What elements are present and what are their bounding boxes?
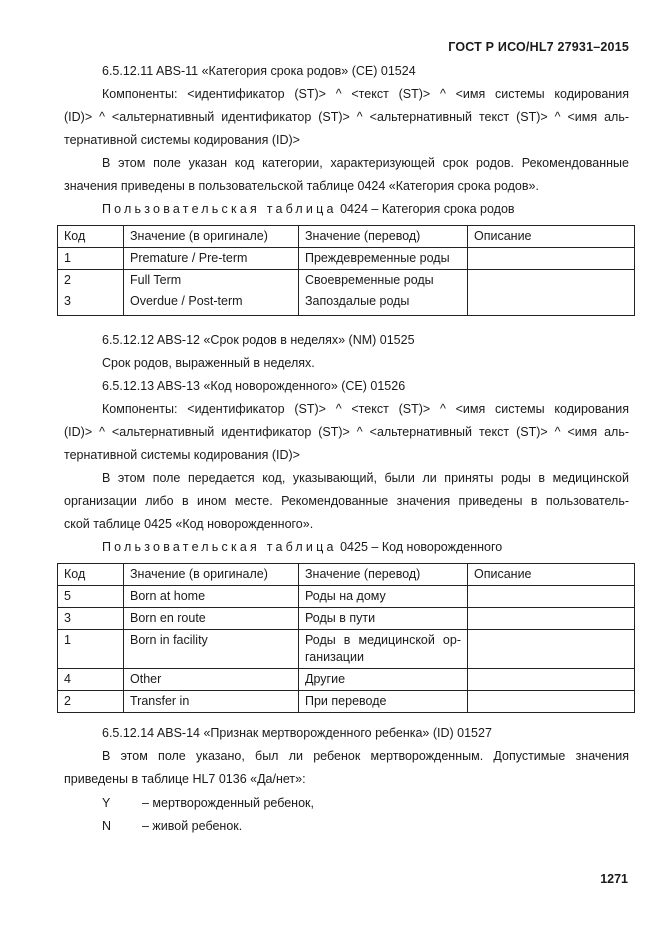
table-caption-label: Пользовательская таблица	[102, 202, 337, 216]
table-caption	[102, 202, 515, 216]
table-cell	[468, 669, 635, 691]
components-line	[102, 87, 629, 101]
table-caption-title: 0424 – Категория срока родов	[340, 202, 515, 216]
paragraph-text: В этом поле передается код, указывающий, были ли приняты роды в медицинской	[102, 471, 629, 485]
table-row	[58, 608, 635, 630]
components-text: (ID)> ^ <альтернативный идентификатор (ST)> ^ <альтернативный текст (ST)> ^ <имя аль-	[64, 110, 629, 124]
paragraph-line: ской таблице 0425 «Код новорожденного».	[64, 517, 314, 531]
table-0424	[57, 225, 635, 316]
table-caption-title: 0425 – Код новорожденного	[340, 540, 503, 554]
table-cell	[299, 630, 468, 669]
column-header: Код	[58, 564, 124, 586]
column-header: Код	[58, 226, 124, 248]
value-description: – мертворожденный ребенок,	[142, 796, 314, 810]
table-cell: 3	[58, 291, 124, 316]
table-cell	[468, 630, 635, 669]
paragraph-text: организации либо в ином месте. Рекомендованные значения приведены в пользователь-	[64, 494, 629, 508]
table-caption	[102, 540, 502, 554]
value-code: N	[102, 819, 112, 833]
table-cell: Другие	[299, 669, 468, 691]
value-description: – живой ребенок.	[142, 819, 243, 833]
table-cell: Запоздалые роды	[299, 291, 468, 316]
components-line	[64, 425, 629, 439]
table-cell: Transfer in	[124, 691, 299, 713]
table-cell	[468, 270, 635, 292]
column-header: Значение (перевод)	[299, 226, 468, 248]
paragraph-line: значения приведены в пользовательской таблице 0424 «Категория срока родов».	[64, 179, 539, 193]
column-header: Значение (в оригинале)	[124, 226, 299, 248]
table-cell: 2	[58, 691, 124, 713]
table-cell: Роды в пути	[299, 608, 468, 630]
table-row	[58, 248, 635, 270]
paragraph-text: В этом поле указан код категории, характеризующей срок родов. Рекомендованные	[102, 156, 629, 170]
table-cell-line: ганизации	[305, 650, 364, 664]
value-code: Y	[102, 796, 111, 810]
table-header-row	[58, 226, 635, 248]
section-heading: 6.5.12.13 ABS-13 «Код новорожденного» (CE) 01526	[102, 379, 406, 393]
components-line	[102, 402, 629, 416]
column-header: Описание	[468, 226, 635, 248]
components-line	[64, 110, 629, 124]
table-cell: Full Term	[124, 270, 299, 292]
table-cell	[468, 691, 635, 713]
table-row	[58, 291, 635, 316]
table-cell: При переводе	[299, 691, 468, 713]
components-text: (ID)> ^ <альтернативный идентификатор (ST)> ^ <альтернативный текст (ST)> ^ <имя аль-	[64, 425, 629, 439]
table-row	[58, 691, 635, 713]
table-header-row	[58, 564, 635, 586]
table-cell	[468, 291, 635, 316]
section-heading: 6.5.12.11 ABS-11 «Категория срока родов» (CE) 01524	[102, 64, 416, 78]
document-header: ГОСТ Р ИСО/HL7 27931–2015	[448, 40, 629, 54]
table-cell: Born at home	[124, 586, 299, 608]
paragraph-line	[102, 156, 629, 170]
section-heading: 6.5.12.12 ABS-12 «Срок родов в неделях» (NM) 01525	[102, 333, 415, 347]
table-row	[58, 669, 635, 691]
table-row	[58, 630, 635, 669]
paragraph-line: приведены в таблице HL7 0136 «Да/нет»:	[64, 772, 306, 786]
table-cell	[468, 248, 635, 270]
table-cell: Преждевременные роды	[299, 248, 468, 270]
table-row	[58, 270, 635, 292]
components-text: Компоненты: <идентификатор (ST)> ^ <текст (ST)> ^ <имя системы кодирования	[102, 87, 629, 101]
table-cell: Overdue / Post-term	[124, 291, 299, 316]
paragraph-line	[102, 749, 629, 763]
table-cell: Born en route	[124, 608, 299, 630]
table-cell	[468, 586, 635, 608]
table-cell: Born in facility	[124, 630, 299, 669]
table-cell: 5	[58, 586, 124, 608]
table-caption-label: Пользовательская таблица	[102, 540, 337, 554]
column-header: Описание	[468, 564, 635, 586]
section-heading: 6.5.12.14 ABS-14 «Признак мертворожденного ребенка» (ID) 01527	[102, 726, 492, 740]
table-cell: 3	[58, 608, 124, 630]
paragraph-line	[102, 471, 629, 485]
table-cell: Premature / Pre-term	[124, 248, 299, 270]
table-cell: 4	[58, 669, 124, 691]
table-cell: 2	[58, 270, 124, 292]
components-line: тернативной системы кодирования (ID)>	[64, 448, 300, 462]
page-number: 1271	[600, 872, 628, 886]
components-text: Компоненты: <идентификатор (ST)> ^ <текст (ST)> ^ <имя системы кодирования	[102, 402, 629, 416]
components-line: тернативной системы кодирования (ID)>	[64, 133, 300, 147]
table-cell: Other	[124, 669, 299, 691]
table-cell: 1	[58, 248, 124, 270]
table-cell: Роды на дому	[299, 586, 468, 608]
table-0425	[57, 563, 635, 713]
table-cell: Своевременные роды	[299, 270, 468, 292]
column-header: Значение (перевод)	[299, 564, 468, 586]
table-cell	[468, 608, 635, 630]
paragraph-line: Срок родов, выраженный в неделях.	[102, 356, 315, 370]
table-cell: 1	[58, 630, 124, 669]
table-row	[58, 586, 635, 608]
column-header: Значение (в оригинале)	[124, 564, 299, 586]
paragraph-line	[64, 494, 629, 508]
paragraph-text: В этом поле указано, был ли ребенок мертворожденным. Допустимые значения	[102, 749, 629, 763]
table-cell-line: Роды в медицинской ор-	[305, 633, 461, 647]
